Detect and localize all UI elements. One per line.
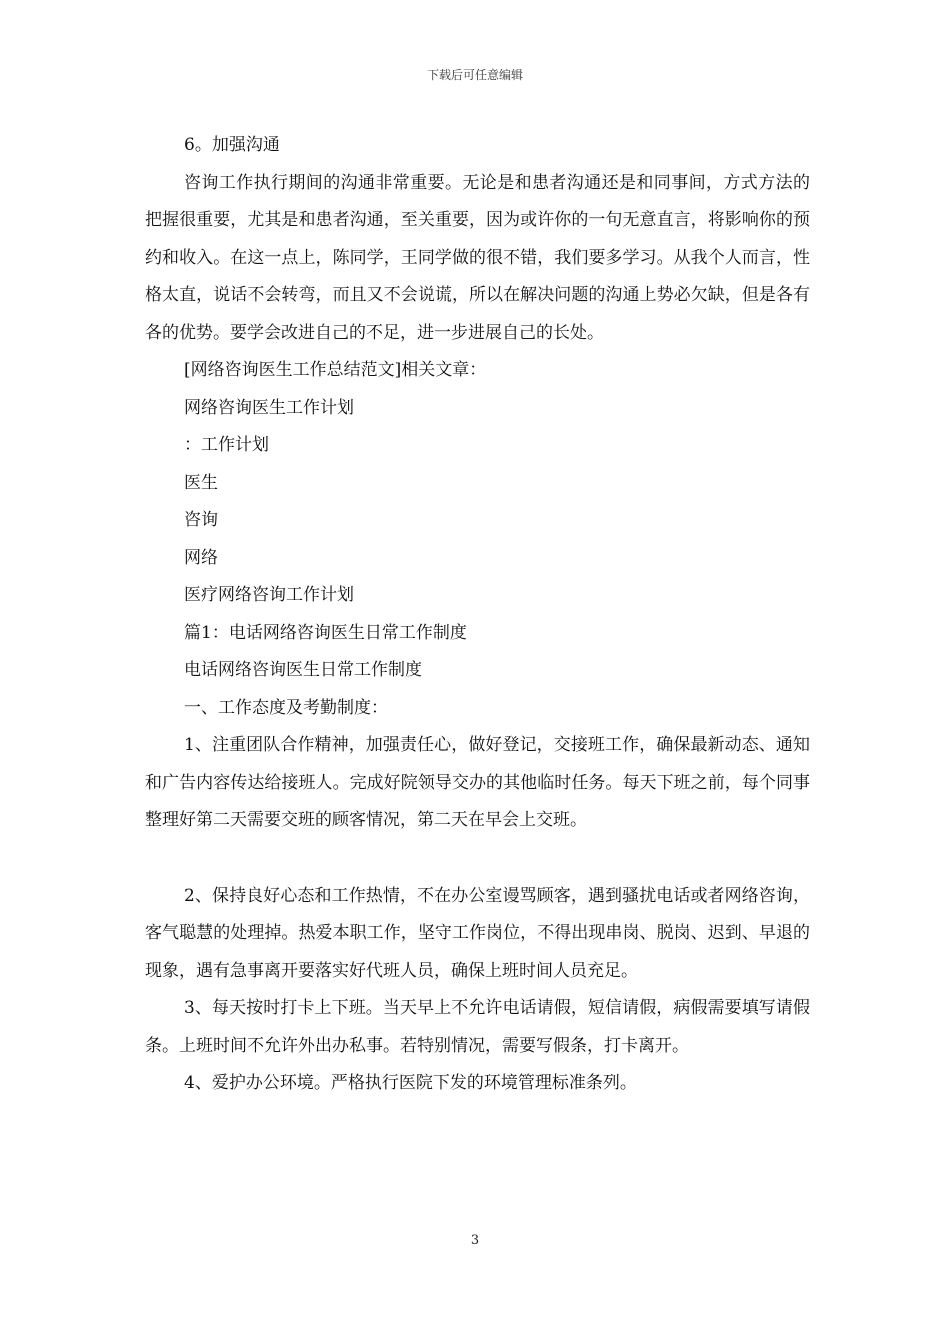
related-article-item: 医疗网络咨询工作计划 xyxy=(184,585,354,605)
rule-item: 1、注重团队合作精神，加强责任心，做好登记，交接班工作，确保最新动态、通知和广告内容传达给接班人。完成好院领导交办的其他临时任务。每天下班之前，每个同事整理好第二天需要交班的顾客情况，第二天在早会上交班。 xyxy=(145,735,810,830)
related-article-item: 咨询 xyxy=(184,510,218,530)
related-article-item: 医生 xyxy=(184,472,218,493)
rule-item: 3、每天按时打卡上下班。当天早上不允许电话请假，短信请假，病假需要填写请假条。上班时间不允许外出办私事。若特别情况，需要写假条，打卡离开。 xyxy=(145,998,810,1056)
rule-item: 2、保持良好心态和工作热情，不在办公室谩骂顾客，遇到骚扰电话或者网络咨询，客气聪慧的处理掉。热爱本职工作，坚守工作岗位，不得出现串岗、脱岗、迟到、早退的现象，遇有急事离开要落实好代班人员，确保上班时间人员充足。 xyxy=(145,885,810,981)
related-article-item: ：工作计划 xyxy=(184,435,269,455)
related-articles-heading: [网络咨询医生工作总结范文]相关文章： xyxy=(184,360,487,380)
section-heading: 6。加强沟通 xyxy=(184,135,280,155)
related-article-item: 网络 xyxy=(184,547,218,568)
subsection-heading: 一、工作态度及考勤制度： xyxy=(184,697,388,718)
blank-line xyxy=(145,840,810,878)
document-title: 电话网络咨询医生日常工作制度 xyxy=(184,660,422,680)
page-number: 3 xyxy=(470,1233,480,1248)
rule-item: 4、爱护办公环境。严格执行医院下发的环境管理标准条列。 xyxy=(184,1073,637,1093)
chapter-heading: 篇1：电话网络咨询医生日常工作制度 xyxy=(184,622,467,643)
related-article-item: 网络咨询医生工作计划 xyxy=(184,397,354,418)
document-body xyxy=(145,127,810,1103)
body-paragraph: 咨询工作执行期间的沟通非常重要。无论是和患者沟通还是和同事间，方式方法的把握很重要，尤其是和患者沟通，至关重要，因为或许你的一句无意直言，将影响你的预约和收入。在这一点上，陈同学，王同学做的很不错，我们要多学习。从我个人而言，性格太直，说话不会转弯，而且又不会说谎，所以在解决问题的沟通上势必欠缺，但是各有各的优势。要学会改进自己的不足，进一步进展自己的长处。 xyxy=(145,172,810,343)
page-header: 下载后可任意编辑 xyxy=(426,68,523,82)
